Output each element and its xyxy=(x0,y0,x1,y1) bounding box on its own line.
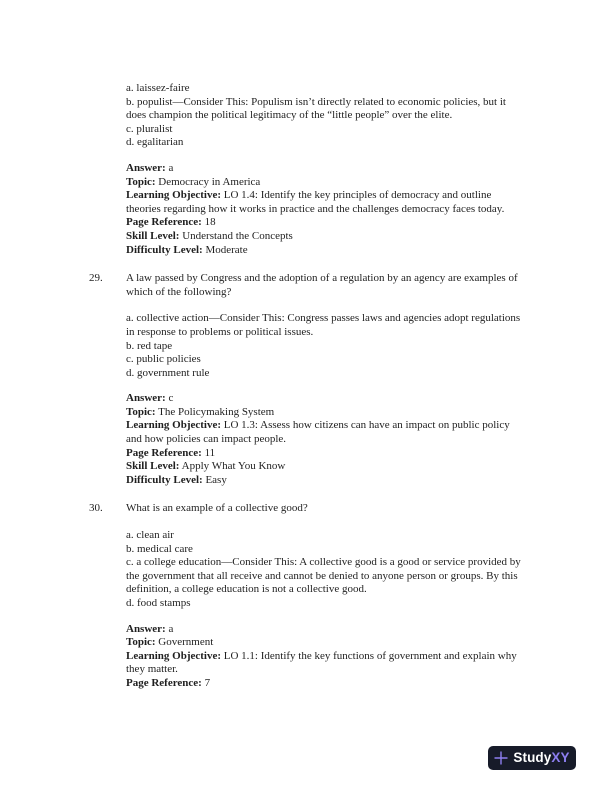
answer-option: a. laissez-faire xyxy=(126,82,190,94)
logo-brand-study: Study xyxy=(513,750,552,766)
answer-option: a. clean air xyxy=(126,529,174,542)
meta-label: Topic: xyxy=(126,636,156,649)
meta-label: Skill Level: xyxy=(126,460,180,473)
options-list xyxy=(126,529,524,611)
options-list xyxy=(126,82,524,150)
question-block xyxy=(89,272,524,487)
meta-row-topic xyxy=(126,176,524,190)
meta-label: Learning Objective: xyxy=(126,419,222,432)
question-block xyxy=(89,502,524,690)
meta-value: Understand the Concepts xyxy=(182,229,293,242)
meta-value: LO 1.1: Identify the key functions of government and explain why they matter. xyxy=(126,649,517,676)
answer-option: a. collective action—Consider This: Congress passes laws and agencies adopt regulations in response to problems or political issues. xyxy=(126,312,521,338)
meta-value: Moderate xyxy=(205,243,248,256)
meta-value: LO 1.3: Assess how citizens can have an impact on public policy and how policies can impact people. xyxy=(126,419,510,446)
question-block xyxy=(126,82,524,257)
meta-label: Page Reference: xyxy=(126,446,202,459)
meta-row-answer xyxy=(126,162,524,176)
meta-label: Topic: xyxy=(126,405,156,418)
question-number: 29. xyxy=(89,272,103,285)
document-body xyxy=(89,82,524,706)
answer-option: d. food stamps xyxy=(126,597,191,609)
answer-option: c. public policies xyxy=(126,353,201,366)
meta-row-page-reference xyxy=(126,216,524,230)
meta-row-topic xyxy=(126,406,524,420)
meta-row-answer xyxy=(126,623,524,637)
meta-value: a xyxy=(168,622,174,635)
meta-row-learning-objective xyxy=(126,419,524,446)
answer-option: d. egalitarian xyxy=(126,136,184,149)
meta-value: Easy xyxy=(205,473,227,486)
meta-label: Answer: xyxy=(126,392,166,405)
answer-option: b. red tape xyxy=(126,339,173,352)
meta-label: Learning Objective: xyxy=(126,649,222,662)
meta-label: Page Reference: xyxy=(126,216,202,229)
answer-option: c. a college education—Consider This: A collective good is a good or service provided by the government that all receive and cannot be denied to anyone person or groups. By this definition, a college education is not a collective good. xyxy=(126,556,521,596)
question-number: 30. xyxy=(89,502,103,515)
meta-value: 11 xyxy=(204,446,216,459)
meta-value: LO 1.4: Identify the key principles of democracy and outline theories regarding how it works in practice and the challenges democracy faces today. xyxy=(126,189,505,215)
meta-label: Answer: xyxy=(126,161,166,174)
answer-key xyxy=(126,162,524,257)
answer-key xyxy=(126,392,524,487)
meta-row-learning-objective xyxy=(126,189,524,216)
logo-brand-xy: XY xyxy=(551,750,570,766)
meta-label: Topic: xyxy=(126,175,156,188)
answer-option: b. populist—Consider This: Populism isn’t directly related to economic policies, but it does champion the political legitimacy of the “little people” over the elite. xyxy=(126,95,506,122)
meta-row-skill-level xyxy=(126,460,524,474)
meta-label: Learning Objective: xyxy=(126,189,222,202)
meta-row-page-reference xyxy=(126,447,524,461)
question-text: A law passed by Congress and the adoption of a regulation by an agency are examples of which of the following? xyxy=(126,272,518,298)
meta-label: Skill Level: xyxy=(126,229,180,242)
answer-option: c. pluralist xyxy=(126,122,173,135)
meta-value: Government xyxy=(158,636,214,649)
meta-value: The Policymaking System xyxy=(158,405,275,418)
meta-label: Page Reference: xyxy=(126,676,202,689)
meta-row-answer xyxy=(126,392,524,406)
meta-row-difficulty-level xyxy=(126,244,524,258)
meta-value: 7 xyxy=(204,676,211,689)
meta-value: Democracy in America xyxy=(158,175,261,188)
meta-value: Apply What You Know xyxy=(181,460,286,473)
answer-option: b. medical care xyxy=(126,542,193,555)
plus-icon xyxy=(494,751,508,765)
meta-value: a xyxy=(168,161,174,174)
meta-label: Difficulty Level: xyxy=(126,473,203,486)
meta-label: Answer: xyxy=(126,622,166,635)
options-list xyxy=(126,312,524,380)
meta-row-topic xyxy=(126,636,524,650)
meta-row-difficulty-level xyxy=(126,474,524,488)
studyxy-logo xyxy=(488,746,576,770)
meta-row-skill-level xyxy=(126,230,524,244)
logo-brand-text xyxy=(513,751,569,765)
answer-option: d. government rule xyxy=(126,366,210,379)
question-text: What is an example of a collective good? xyxy=(126,502,308,515)
meta-value: c xyxy=(168,392,174,405)
meta-value: 18 xyxy=(204,216,216,229)
answer-key xyxy=(126,623,524,691)
meta-label: Difficulty Level: xyxy=(126,243,203,256)
meta-row-learning-objective xyxy=(126,650,524,677)
meta-row-page-reference xyxy=(126,677,524,691)
